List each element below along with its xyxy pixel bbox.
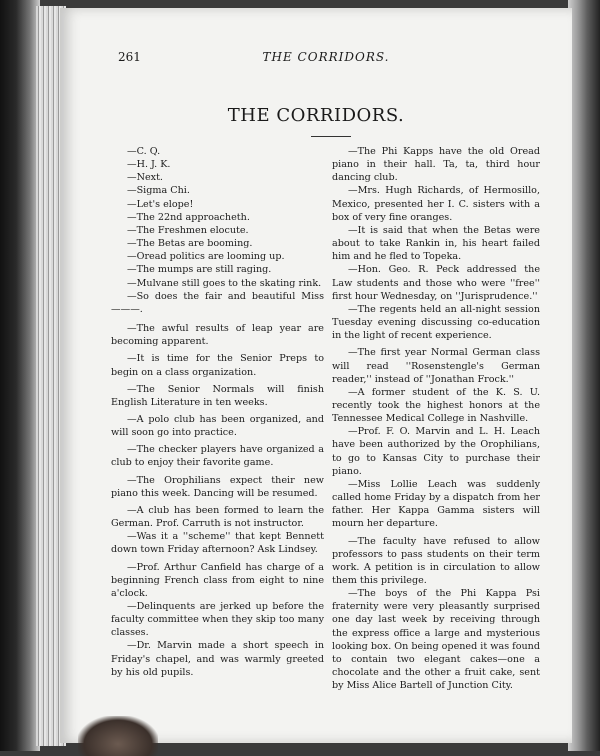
item: —Delinquents are jerked up before the faculty committee when they skip too many classes. <box>111 601 324 639</box>
item: —A former student of the K. S. U. recently took the highest honors at the Tennessee Medical College in Nashville. <box>332 386 540 425</box>
book-page <box>60 8 572 743</box>
item: —Prof. F. O. Marvin and L. H. Leach have been authorized by the Orophilians, to go to Kansas City to purchase their piano. <box>332 426 540 477</box>
item: —Prof. Arthur Canfield has charge of a beginning French class from eight to nine a'clock. <box>111 561 324 599</box>
running-head <box>118 50 534 68</box>
item: —So does the fair and beautiful Miss ———. <box>111 290 324 315</box>
item: —The Senior Normals will finish English Literature in ten weeks. <box>111 383 324 408</box>
running-title: THE CORRIDORS. <box>262 50 390 64</box>
item: —Hon. Geo. R. Peck addressed the Law students and those who were ''free'' first hour Wednesday, on ''Jurisprudence.'' <box>332 264 540 302</box>
right-page-edge <box>568 0 600 751</box>
item: —The Betas are booming. <box>127 238 253 250</box>
item: —The checker players have organized a club to enjoy their favorite game. <box>111 444 324 469</box>
thumb <box>78 716 158 756</box>
heading-rule <box>311 136 351 137</box>
item: —Was it a ''scheme'' that kept Bennett down town Friday afternoon? Ask Lindsey. <box>111 531 324 556</box>
item: —Mrs. Hugh Richards, of Hermosillo, Mexico, presented her I. C. sisters with a box of very fine oranges. <box>332 185 540 223</box>
item: —Next. <box>127 172 163 184</box>
item: —The Phi Kapps have the old Oread piano in their hall. Ta, ta, third hour dancing club. <box>332 146 540 184</box>
item: —C. Q. <box>127 146 161 157</box>
item: —Mulvane still goes to the skating rink. <box>127 277 322 289</box>
item: —A polo club has been organized, and will soon go into practice. <box>111 413 324 439</box>
item: —It is time for the Senior Preps to begin on a class organization. <box>111 353 324 378</box>
item: —The 22nd approacheth. <box>127 211 250 223</box>
item: —The first year Normal German class will read ''Rosenstengle's German reader,'' instead of ''Jonathan Frock.'' <box>332 347 540 385</box>
left-column <box>111 145 324 679</box>
page-number: 261 <box>118 50 141 64</box>
article-heading: THE CORRIDORS. <box>227 105 405 126</box>
book-spine <box>0 0 40 751</box>
item: —The faculty have refused to allow professors to pass students on their term work. A petition is in circulation to allow them this privilege. <box>332 535 540 586</box>
item: —The mumps are still raging. <box>127 264 272 276</box>
item: —Miss Lollie Leach was suddenly called home Friday by a dispatch from her father. Her Kappa Gamma sisters will mourn her departure. <box>332 478 540 530</box>
item: —A club has been formed to learn the German. Prof. Carruth is not instructor. <box>111 504 324 530</box>
item: —The boys of the Phi Kappa Psi fraternity were very pleasantly surprised one day last week by receiving through the express office a large and mysterious looking box. On being opened it was found to contain two elegant cakes—one a chocolate and the other a fruit cake, sent by Miss Alice Bartell of Junction City. <box>332 588 540 692</box>
item: —Dr. Marvin made a short speech in Friday's chapel, and was warmly greeted by his old pupils. <box>111 640 324 678</box>
item: —It is said that when the Betas were about to take Rankin in, his heart failed him and he fled to Topeka. <box>332 224 540 263</box>
item: —The Freshmen elocute. <box>127 224 249 236</box>
item: —Sigma Chi. <box>127 185 190 197</box>
item: —Let's elope! <box>127 198 194 210</box>
item: —The awful results of leap year are becoming apparent. <box>111 323 324 348</box>
right-column <box>332 145 540 692</box>
item: —Oread politics are looming up. <box>127 251 285 263</box>
item: —H. J. K. <box>127 159 171 171</box>
item: —The regents held an all-night session Tuesday evening discussing co-education in the light of recent experience. <box>332 303 540 342</box>
item: —The Orophilians expect their new piano this week. Dancing will be resumed. <box>111 474 324 499</box>
